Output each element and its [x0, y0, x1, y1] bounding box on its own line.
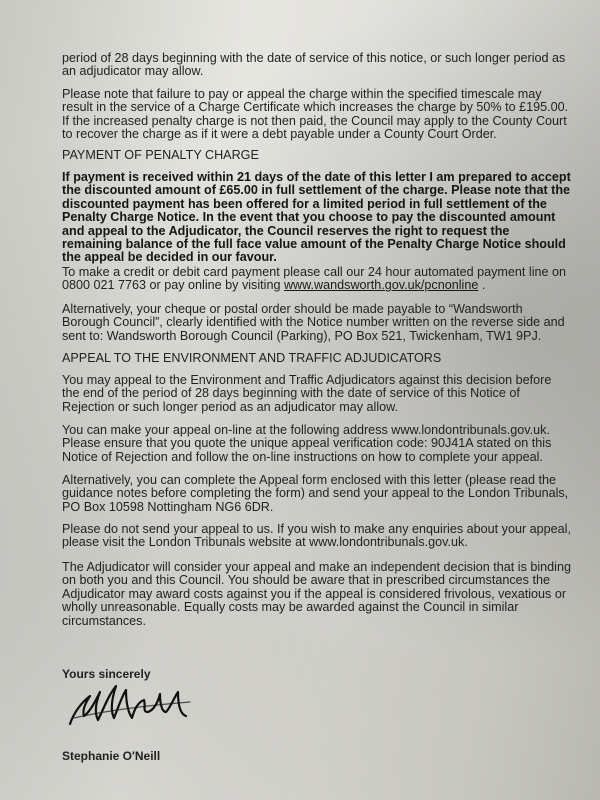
closing-salutation: Yours sincerely [62, 667, 151, 681]
paragraph-card-payment [62, 266, 572, 293]
paragraph-discount: If payment is received within 21 days of the date of this letter I am prepared to accept the discounted amount of £65.00 in full settlement of the charge. Please note that the discounted payment has been offered for a limited period in full settlement of the Penalty Charge Notice. In the event that you choose to pay the discounted amount and appeal to the Adjudicator, the Council reserves the right to request the remaining balance of the full face value amount of the Penalty Charge Notice should the appeal be decided in our favour. [62, 170, 571, 265]
paragraph-cheque: Alternatively, your cheque or postal order should be made payable to “Wandsworth Borough Council”, clearly identified with the Notice number written on the reverse side and sent to: Wandsworth Borough Council (Parking), PO Box 521, Twickenham, TW1 9PJ. [62, 302, 565, 343]
paragraph-online-appeal: You can make your appeal on-line at the following address www.londontribunals.gov.uk. Please ensure that you quote the unique appeal verification code: 90J41A stated on this Notice of Rejection and follow the on-line instructions on how to complete your appeal. [62, 423, 552, 464]
card-payment-text: To make a credit or debit card payment please call our 24 hour automated payment line on 0800 021 7763 or pay online by visiting [62, 265, 567, 293]
heading-appeal: APPEAL TO THE ENVIRONMENT AND TRAFFIC ADJUDICATORS [62, 351, 442, 365]
payment-link[interactable]: www.wandsworth.gov.uk/pcnonline [283, 278, 479, 293]
card-payment-end: . [478, 278, 486, 293]
paragraph-enquiries: Please do not send your appeal to us. If you wish to make any enquiries about your appeal, please visit the London Tribunals website at www.londontribunals.gov.uk. [62, 522, 571, 550]
paragraph-charge-certificate: Please note that failure to pay or appeal the charge within the specified timescale may result in the service of a Charge Certificate which increases the charge by 50% to £195.00. If the increased penalty charge is not then paid, the Council may apply to the County Court to recover the charge as if it were a debt payable under a County Court Order. [62, 87, 569, 142]
paragraph-appeal-adjudicators: You may appeal to the Environment and Traffic Adjudicators against this decision before the end of the period of 28 days beginning with the date of service of this Notice of Rejection or such longer period as an adjudicator may allow. [62, 373, 552, 414]
paragraph-appeal-form: Alternatively, you can complete the Appeal form enclosed with this letter (please read the guidance notes before completing the form) and send your appeal to the London Tribunals, PO Box 10598 Nottingham NG6 6DR. [62, 473, 569, 514]
signer-name: Stephanie O'Neill [62, 749, 161, 763]
heading-payment: PAYMENT OF PENALTY CHARGE [62, 148, 259, 162]
paragraph-appeal-period: period of 28 days beginning with the date of service of this notice, or such longer period as an adjudicator may allow. [62, 51, 566, 79]
paragraph-adjudicator-decision: The Adjudicator will consider your appeal and make an independent decision that is binding on both you and this Council. You should be aware that in prescribed circumstances the Adjudicator may award costs against you if the appeal is considered frivolous, vexatious or wholly unreasonable. Equally costs may be awarded against the Council in similar circumstances. [62, 560, 571, 628]
handwritten-signature [60, 672, 220, 732]
